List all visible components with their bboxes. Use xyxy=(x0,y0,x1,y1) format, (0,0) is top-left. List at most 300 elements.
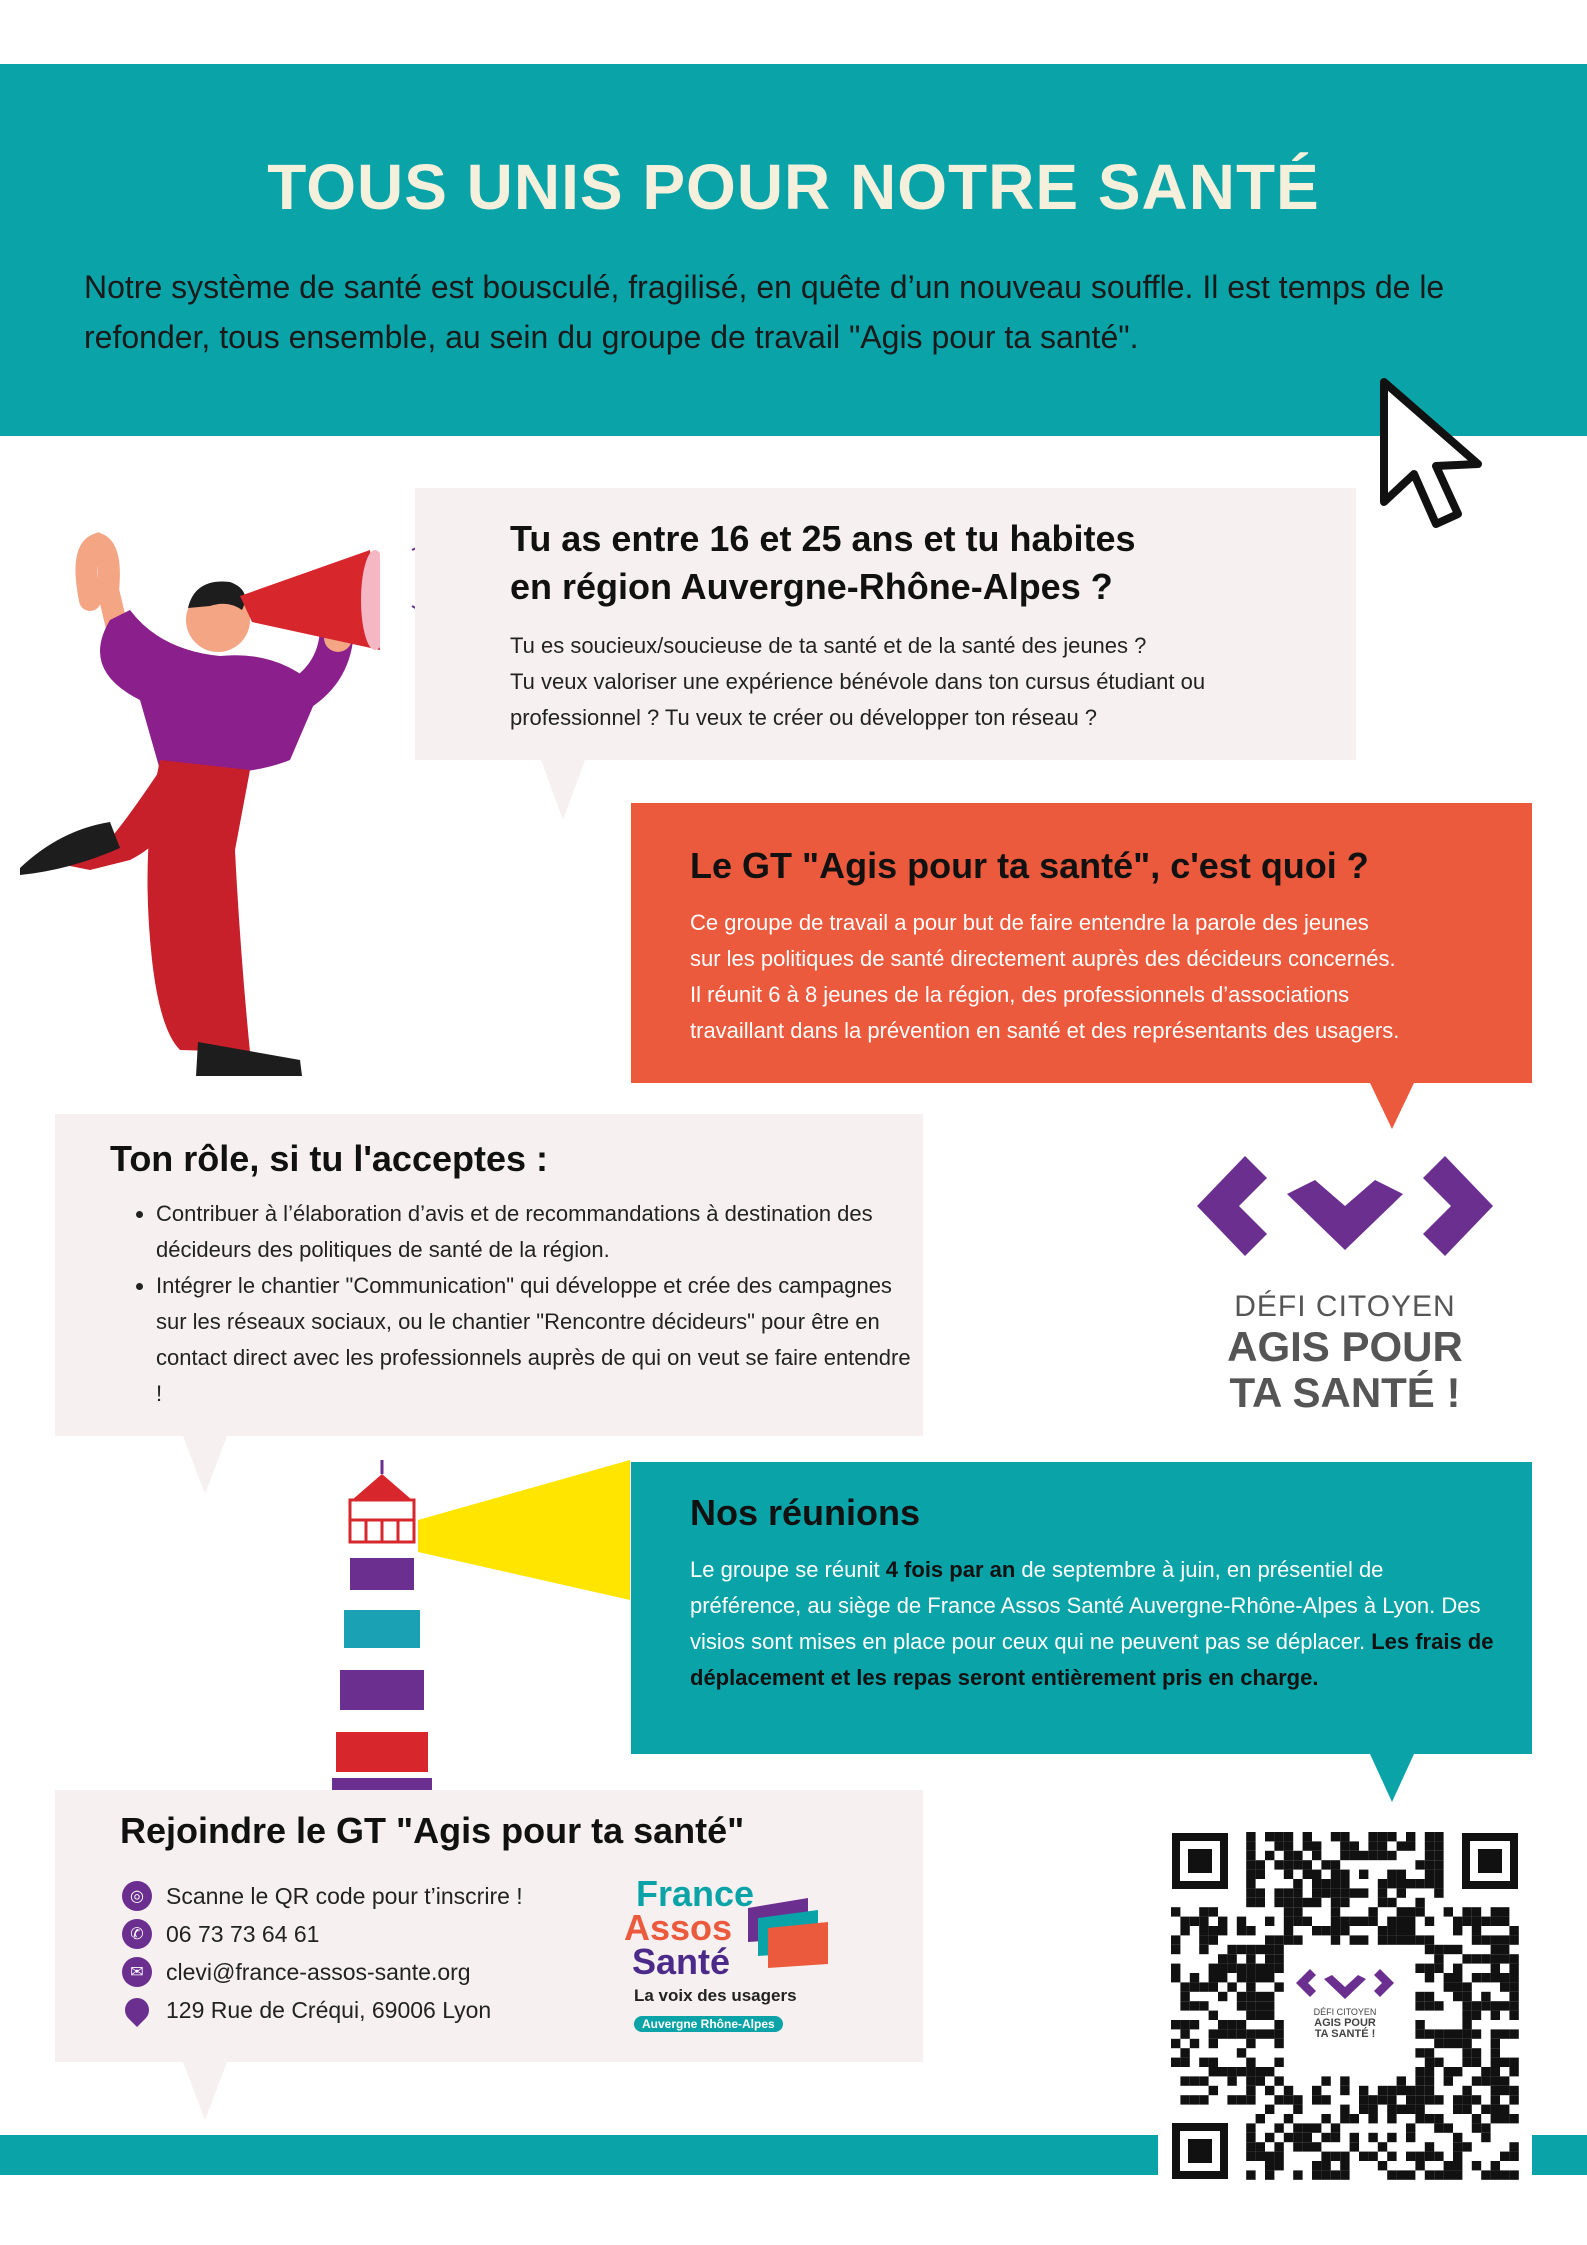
qr-module xyxy=(1500,2086,1509,2095)
qr-module xyxy=(1180,2076,1189,2085)
intro-text: Notre système de santé est bousculé, fragilisé, en quête d’un nouveau souffle. Il est temps de le refonder, tous ensemble, au sein du groupe de travail "Agis pour ta santé". xyxy=(84,269,1445,355)
qr-module xyxy=(1509,2067,1518,2076)
qr-module xyxy=(1331,1907,1340,1916)
qr-module xyxy=(1491,2067,1500,2076)
qr-module xyxy=(1387,1917,1396,1926)
qr-module xyxy=(1331,2123,1340,2132)
qr-module xyxy=(1378,1888,1387,1897)
qr-module xyxy=(1246,2076,1255,2085)
qr-module xyxy=(1256,1860,1265,1869)
qr-module xyxy=(1387,1851,1396,1860)
qr-module xyxy=(1415,2114,1424,2123)
qr-module xyxy=(1190,2076,1199,2085)
qr-module xyxy=(1274,1860,1283,1869)
qr-module xyxy=(1340,1870,1349,1879)
qr-module xyxy=(1359,2095,1368,2104)
qr-module xyxy=(1491,2039,1500,2048)
qr-center-line1: DÉFI CITOYEN xyxy=(1313,2007,1377,2017)
qr-module xyxy=(1171,1907,1180,1916)
qr-module xyxy=(1462,2048,1471,2057)
qr-module xyxy=(1425,1992,1434,2001)
qr-module xyxy=(1434,1870,1443,1879)
qr-module xyxy=(1312,1888,1321,1897)
qr-module xyxy=(1303,2133,1312,2142)
qr-module xyxy=(1491,1954,1500,1963)
qr-module xyxy=(1312,2123,1321,2132)
qr-module xyxy=(1406,2086,1415,2095)
qr-module xyxy=(1425,1860,1434,1869)
qr-module xyxy=(1293,2142,1302,2151)
qr-module xyxy=(1415,1992,1424,2001)
qr-module xyxy=(1509,2029,1518,2038)
qr-module xyxy=(1462,2058,1471,2067)
qr-module xyxy=(1265,2086,1274,2095)
qr-module xyxy=(1227,1954,1236,1963)
qr-module xyxy=(1425,2058,1434,2067)
qr-module xyxy=(1256,1973,1265,1982)
qr-module xyxy=(1256,2001,1265,2010)
meetings-title: Nos réunions xyxy=(690,1492,921,1533)
globe-icon: ◎ xyxy=(122,1881,152,1911)
defi-logo-line3: TA SANTÉ ! xyxy=(1229,1369,1461,1416)
qr-module xyxy=(1246,2086,1255,2095)
qr-module xyxy=(1472,2161,1481,2170)
qr-module xyxy=(1462,2011,1471,2020)
qr-module xyxy=(1368,2105,1377,2114)
qr-module xyxy=(1209,1935,1218,1944)
qr-module xyxy=(1274,2058,1283,2067)
qr-module xyxy=(1246,2142,1255,2151)
qr-module xyxy=(1237,1917,1246,1926)
qr-module xyxy=(1274,1935,1283,1944)
qr-module xyxy=(1425,1945,1434,1954)
qr-module xyxy=(1509,2170,1518,2179)
qr-module xyxy=(1500,1917,1509,1926)
qr-module xyxy=(1256,2142,1265,2151)
qr-module xyxy=(1321,1888,1330,1897)
qr-module xyxy=(1180,1992,1189,2001)
qr-module xyxy=(1331,1917,1340,1926)
qr-module xyxy=(1331,2133,1340,2142)
qr-module xyxy=(1274,2152,1283,2161)
qr-module xyxy=(1509,1982,1518,1991)
qr-module xyxy=(1472,1973,1481,1982)
qr-module xyxy=(1256,2011,1265,2020)
speech-tail xyxy=(541,760,585,820)
qr-module xyxy=(1378,1832,1387,1841)
qr-module xyxy=(1340,1888,1349,1897)
qr-module xyxy=(1434,1860,1443,1869)
qr-module xyxy=(1293,1860,1302,1869)
qr-module xyxy=(1312,1851,1321,1860)
qr-module xyxy=(1509,1935,1518,1944)
qr-module xyxy=(1303,2142,1312,2151)
qr-module xyxy=(1397,2170,1406,2179)
qr-module xyxy=(1425,2142,1434,2151)
fas-logo-line1: France xyxy=(636,1873,755,1914)
qr-module xyxy=(1265,2161,1274,2170)
qr-module xyxy=(1425,2001,1434,2010)
qr-module xyxy=(1265,1917,1274,1926)
qr-module xyxy=(1340,1832,1349,1841)
qr-module xyxy=(1387,1879,1396,1888)
qr-module xyxy=(1340,2114,1349,2123)
qr-module xyxy=(1406,1926,1415,1935)
qr-module xyxy=(1500,2058,1509,2067)
qr-module xyxy=(1415,2029,1424,2038)
role-item: • Intégrer le chantier "Communication" qui développe et crée des campagnes sur les réseaux sociaux, ou le chantier "Rencontre décideurs" pour être en contact direct avec les professionnels auprès de qui on veut se faire entendre ! xyxy=(156,1268,916,1412)
qr-module xyxy=(1415,2076,1424,2085)
qr-module xyxy=(1246,1982,1255,1991)
qr-module xyxy=(1472,2048,1481,2057)
qr-module xyxy=(1312,2095,1321,2104)
qr-module xyxy=(1312,1879,1321,1888)
qr-module xyxy=(1415,2020,1424,2029)
qr-module xyxy=(1274,1832,1283,1841)
qr-module xyxy=(1434,2170,1443,2179)
qr-module xyxy=(1284,1851,1293,1860)
qr-module xyxy=(1209,2086,1218,2095)
qr-module xyxy=(1462,2029,1471,2038)
qr-module xyxy=(1303,2123,1312,2132)
qr-module xyxy=(1491,1973,1500,1982)
qr-module xyxy=(1472,2029,1481,2038)
qr-module xyxy=(1274,1945,1283,1954)
fas-logo-line3: Santé xyxy=(632,1941,731,1982)
qr-module xyxy=(1227,2020,1236,2029)
qr-module xyxy=(1500,1973,1509,1982)
qr-module xyxy=(1350,2133,1359,2142)
qr-module xyxy=(1368,2152,1377,2161)
qr-module xyxy=(1500,2029,1509,2038)
qr-module xyxy=(1293,1935,1302,1944)
qr-module xyxy=(1434,2029,1443,2038)
join-title: Rejoindre le GT "Agis pour ta santé" xyxy=(120,1810,745,1851)
qr-module xyxy=(1444,1982,1453,1991)
qr-module xyxy=(1472,2114,1481,2123)
qr-module xyxy=(1434,1945,1443,1954)
qr-module xyxy=(1472,1917,1481,1926)
qr-module xyxy=(1491,2058,1500,2067)
qr-module xyxy=(1246,1879,1255,1888)
qr-module xyxy=(1246,2152,1255,2161)
qr-module xyxy=(1237,2001,1246,2010)
qr-module xyxy=(1246,1926,1255,1935)
qr-module xyxy=(1237,2095,1246,2104)
qr-module xyxy=(1368,1841,1377,1850)
role-item: • Contribuer à l’élaboration d’avis et de recommandations à destination des décideurs des politiques de santé de la région. xyxy=(156,1196,916,1268)
qr-module xyxy=(1340,2086,1349,2095)
qr-module xyxy=(1434,1964,1443,1973)
qr-module xyxy=(1246,2029,1255,2038)
qr-module xyxy=(1340,1841,1349,1850)
contact-phone[interactable] xyxy=(122,1916,319,1952)
qr-module xyxy=(1472,2011,1481,2020)
qr-module xyxy=(1368,2133,1377,2142)
qr-module xyxy=(1180,1982,1189,1991)
qr-module xyxy=(1434,2058,1443,2067)
qr-module xyxy=(1444,1945,1453,1954)
contact-text: Scanne le QR code pour t’inscrire ! xyxy=(166,1882,523,1909)
fas-logo-shapes-icon xyxy=(748,1898,828,1968)
qr-module xyxy=(1434,2114,1443,2123)
qr-code-panel[interactable] xyxy=(1158,1815,1532,2197)
qr-module xyxy=(1397,2105,1406,2114)
qr-module xyxy=(1462,2142,1471,2151)
qr-module xyxy=(1312,2142,1321,2151)
qr-module xyxy=(1415,2095,1424,2104)
qr-module xyxy=(1397,1888,1406,1897)
qr-module xyxy=(1378,1935,1387,1944)
qr-module xyxy=(1190,2001,1199,2010)
qr-module xyxy=(1425,1935,1434,1944)
qr-module xyxy=(1444,2161,1453,2170)
qr-module xyxy=(1265,2001,1274,2010)
qr-module xyxy=(1453,2161,1462,2170)
qr-module xyxy=(1368,1907,1377,1916)
qr-module xyxy=(1425,2086,1434,2095)
qr-module xyxy=(1340,2161,1349,2170)
qr-module xyxy=(1387,2086,1396,2095)
qr-module xyxy=(1237,1964,1246,1973)
qr-module xyxy=(1180,2048,1189,2057)
qr-module xyxy=(1274,2029,1283,2038)
qr-module xyxy=(1190,2095,1199,2104)
qr-module xyxy=(1274,2076,1283,2085)
qr-module xyxy=(1303,1917,1312,1926)
qr-module xyxy=(1284,2114,1293,2123)
qr-module xyxy=(1500,1907,1509,1916)
qr-module xyxy=(1397,1841,1406,1850)
speech-tail xyxy=(183,1436,227,1494)
qr-module xyxy=(1209,1907,1218,1916)
qr-center-line2: AGIS POUR xyxy=(1314,2017,1376,2029)
qr-module xyxy=(1218,1917,1227,1926)
qr-module xyxy=(1397,1907,1406,1916)
qr-module xyxy=(1265,1954,1274,1963)
qr-module xyxy=(1425,1964,1434,1973)
qr-module xyxy=(1359,1935,1368,1944)
qr-module xyxy=(1453,2067,1462,2076)
eligibility-title-line: Tu as entre 16 et 25 ans et tu habites xyxy=(510,518,1136,559)
qr-module xyxy=(1434,2123,1443,2132)
qr-module xyxy=(1246,1898,1255,1907)
qr-module xyxy=(1246,1870,1255,1879)
qr-module xyxy=(1180,2058,1189,2067)
qr-module xyxy=(1368,2114,1377,2123)
qr-module xyxy=(1359,2086,1368,2095)
qr-module xyxy=(1256,2114,1265,2123)
speech-tail xyxy=(183,2062,227,2120)
meetings-text-bold: 4 fois par an xyxy=(885,1557,1016,1582)
qr-module xyxy=(1387,2170,1396,2179)
qr-module xyxy=(1462,1992,1471,2001)
qr-module xyxy=(1274,1898,1283,1907)
qr-module xyxy=(1509,1964,1518,1973)
qr-module xyxy=(1368,1832,1377,1841)
phone-icon: ✆ xyxy=(122,1919,152,1949)
qr-module xyxy=(1472,1926,1481,1935)
qr-module xyxy=(1312,1870,1321,1879)
qr-module xyxy=(1462,2020,1471,2029)
qr-module xyxy=(1303,1870,1312,1879)
qr-module xyxy=(1340,2105,1349,2114)
qr-module xyxy=(1444,2029,1453,2038)
qr-module xyxy=(1444,1907,1453,1916)
qr-module xyxy=(1227,2029,1236,2038)
qr-module xyxy=(1190,2039,1199,2048)
qr-module xyxy=(1500,2001,1509,2010)
qr-module xyxy=(1406,2170,1415,2179)
qr-module xyxy=(1265,2152,1274,2161)
qr-module xyxy=(1415,2067,1424,2076)
qr-module xyxy=(1274,2161,1283,2170)
qr-module xyxy=(1274,2039,1283,2048)
qr-module xyxy=(1265,1992,1274,2001)
lighthouse-illustration xyxy=(330,1460,630,1790)
qr-module xyxy=(1321,2076,1330,2085)
qr-module xyxy=(1218,2067,1227,2076)
qr-module xyxy=(1481,1935,1490,1944)
qr-module xyxy=(1265,2011,1274,2020)
role-list xyxy=(112,1196,916,1412)
qr-module xyxy=(1444,2170,1453,2179)
qr-code-icon[interactable] xyxy=(1168,1829,1522,2183)
qr-module xyxy=(1415,2161,1424,2170)
eligibility-line: Tu es soucieux/soucieuse de ta santé et de la santé des jeunes ? xyxy=(510,633,1147,658)
qr-module xyxy=(1368,2095,1377,2104)
qr-module xyxy=(1500,2152,1509,2161)
qr-module xyxy=(1321,2133,1330,2142)
qr-module xyxy=(1274,1841,1283,1850)
qr-module xyxy=(1218,2020,1227,2029)
meetings-text xyxy=(690,1552,1500,1696)
qr-module xyxy=(1472,2076,1481,2085)
qr-module xyxy=(1180,2001,1189,2010)
qr-module xyxy=(1246,1888,1255,1897)
qr-module xyxy=(1199,2076,1208,2085)
qr-module xyxy=(1171,2039,1180,2048)
qr-module xyxy=(1303,1860,1312,1869)
qr-module xyxy=(1425,2029,1434,2038)
qr-module xyxy=(1509,2152,1518,2161)
qr-module xyxy=(1256,1888,1265,1897)
qr-module xyxy=(1453,2133,1462,2142)
qr-module xyxy=(1491,2095,1500,2104)
qr-module xyxy=(1218,1973,1227,1982)
qr-module xyxy=(1378,2086,1387,2095)
qr-module xyxy=(1491,2170,1500,2179)
qr-module xyxy=(1284,1935,1293,1944)
qr-module xyxy=(1350,2142,1359,2151)
gt-definition-text xyxy=(690,905,1399,1049)
qr-module xyxy=(1274,1888,1283,1897)
qr-module xyxy=(1209,1982,1218,1991)
qr-module xyxy=(1284,2086,1293,2095)
qr-module xyxy=(1246,2170,1255,2179)
gt-definition-line: Ce groupe de travail a pour but de faire entendre la parole des jeunes xyxy=(690,910,1369,935)
qr-module xyxy=(1340,1926,1349,1935)
qr-module xyxy=(1340,2170,1349,2179)
qr-module xyxy=(1321,1860,1330,1869)
qr-module xyxy=(1246,1964,1255,1973)
qr-module xyxy=(1491,2076,1500,2085)
qr-module xyxy=(1481,2105,1490,2114)
qr-module xyxy=(1199,1945,1208,1954)
defi-logo-text xyxy=(1170,1290,1520,1416)
qr-module xyxy=(1462,2001,1471,2010)
qr-module xyxy=(1180,2095,1189,2104)
qr-module xyxy=(1425,2114,1434,2123)
qr-module xyxy=(1387,1935,1396,1944)
qr-module xyxy=(1491,2001,1500,2010)
qr-module xyxy=(1500,2105,1509,2114)
qr-module xyxy=(1359,1870,1368,1879)
qr-module xyxy=(1340,1851,1349,1860)
qr-module xyxy=(1444,2123,1453,2132)
qr-module xyxy=(1340,1917,1349,1926)
speech-tail xyxy=(1370,1754,1414,1802)
qr-module xyxy=(1350,1851,1359,1860)
france-assos-sante-logo xyxy=(620,1873,820,2046)
contact-email[interactable] xyxy=(122,1954,471,1990)
qr-module xyxy=(1425,1841,1434,1850)
gt-definition-line: travaillant dans la prévention en santé et des représentants des usagers. xyxy=(690,1018,1400,1043)
qr-module xyxy=(1321,1879,1330,1888)
qr-module xyxy=(1256,1945,1265,1954)
phone-number[interactable]: 06 73 73 64 61 xyxy=(166,1920,320,1947)
qr-module xyxy=(1397,2076,1406,2085)
qr-module xyxy=(1415,2105,1424,2114)
email-address[interactable]: clevi@france-assos-sante.org xyxy=(166,1958,471,1985)
qr-module xyxy=(1237,2048,1246,2057)
qr-module xyxy=(1190,1973,1199,1982)
qr-module xyxy=(1359,2105,1368,2114)
qr-module xyxy=(1265,1964,1274,1973)
qr-module xyxy=(1331,1879,1340,1888)
qr-module xyxy=(1321,2114,1330,2123)
qr-module xyxy=(1509,2058,1518,2067)
qr-module xyxy=(1199,1926,1208,1935)
gt-definition-line: sur les politiques de santé directement auprès des décideurs concernés. xyxy=(690,946,1396,971)
qr-module xyxy=(1331,1926,1340,1935)
qr-module xyxy=(1246,1860,1255,1869)
qr-module xyxy=(1415,2048,1424,2057)
qr-module xyxy=(1246,2058,1255,2067)
qr-module xyxy=(1180,2029,1189,2038)
qr-module xyxy=(1462,1954,1471,1963)
page-title: TOUS UNIS POUR NOTRE SANTÉ xyxy=(267,151,1320,223)
qr-module xyxy=(1453,1945,1462,1954)
meetings-text-part: Le groupe se réunit xyxy=(690,1557,886,1582)
qr-module xyxy=(1444,2039,1453,2048)
qr-module xyxy=(1453,2142,1462,2151)
qr-module xyxy=(1397,2086,1406,2095)
qr-module xyxy=(1453,1992,1462,2001)
qr-module xyxy=(1256,1870,1265,1879)
qr-module xyxy=(1256,2029,1265,2038)
fas-logo-tagline: La voix des usagers xyxy=(634,1986,797,2005)
fas-logo-line2: Assos xyxy=(624,1907,733,1948)
qr-module xyxy=(1274,2123,1283,2132)
qr-module xyxy=(1481,1973,1490,1982)
qr-module xyxy=(1284,1907,1293,1916)
qr-module xyxy=(1227,2067,1236,2076)
qr-module xyxy=(1509,2011,1518,2020)
qr-module xyxy=(1227,1945,1236,1954)
qr-module xyxy=(1199,1935,1208,1944)
qr-module xyxy=(1331,1860,1340,1869)
